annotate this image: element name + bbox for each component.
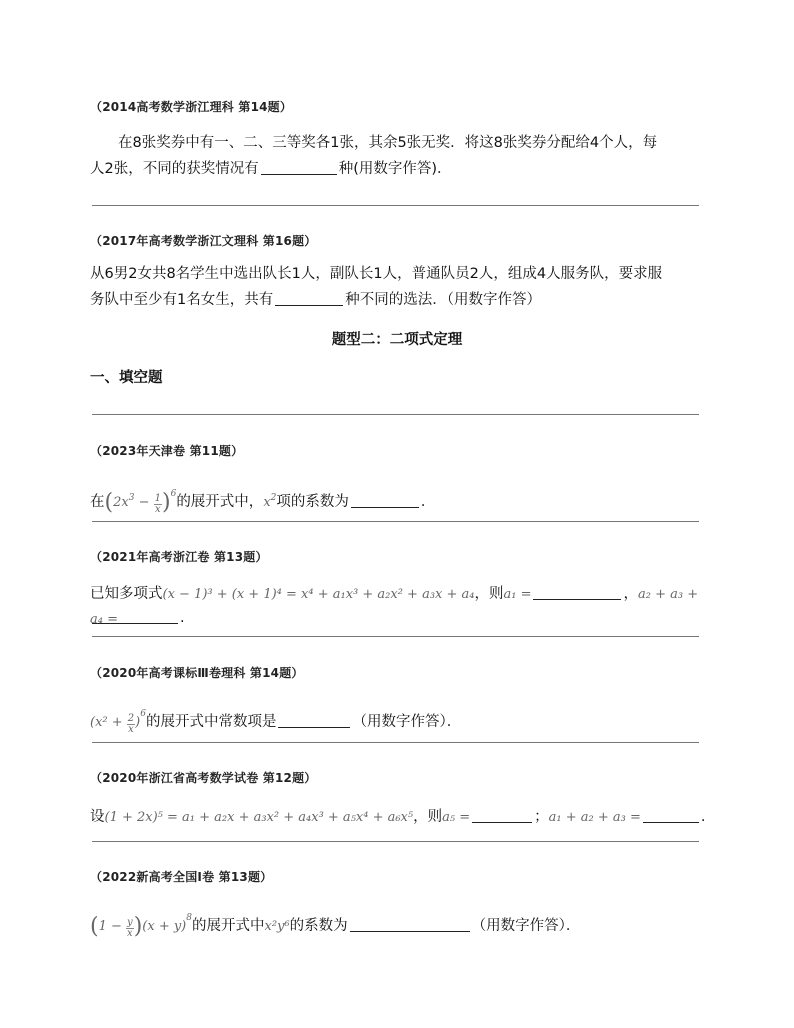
question-source: （2021年高考浙江卷 第13题） xyxy=(90,550,268,564)
answer-blank[interactable] xyxy=(275,291,343,306)
question-source: （2020年浙江省高考数学试卷 第12题） xyxy=(90,771,317,785)
answer-blank[interactable] xyxy=(92,609,178,624)
question-line: 在8张奖券中有一、二、三等奖各1张，其余5张无奖．将这8张奖券分配给4个人，每 xyxy=(118,135,658,151)
answer-blank[interactable] xyxy=(350,917,470,932)
question-text: (x² + $\frac{2}{x}$ )$^6$的展开式中常数项是 （用数字作答）． xyxy=(90,709,462,735)
question-source: （2017年高考数学浙江文理科 第16题） xyxy=(90,234,317,248)
question-source: （2014高考数学浙江理科 第14题） xyxy=(90,100,293,114)
question-text: 在($2x^3$ − $\frac{1}{x}$ )$^6$的展开式中，$x^2$项的系数为 ． xyxy=(90,489,436,515)
answer-blank[interactable] xyxy=(643,808,699,823)
divider xyxy=(92,841,699,842)
fraction: $\frac{2}{x}$ xyxy=(127,713,135,735)
fraction: $\frac{y}{x}$ xyxy=(127,917,133,939)
fraction: $\frac{1}{x}$ xyxy=(154,493,161,515)
question-text: . xyxy=(90,606,705,630)
divider xyxy=(92,521,699,522)
section-title: 题型二：二项式定理 xyxy=(331,332,463,348)
question-text: 务队中至少有1名女生，共有 种不同的选法．（用数字作答） xyxy=(90,292,541,308)
answer-blank[interactable] xyxy=(351,493,419,508)
answer-blank[interactable] xyxy=(472,808,532,823)
question-text: (1 − $\frac{y}{x}$ )$(x + y)^8$的展开式中x²y⁶的系数为 （用数字作答）． xyxy=(90,913,581,939)
question-text xyxy=(118,131,708,155)
question-text: 已知多项式(x − 1)³ + (x + 1)⁴ = x⁴ + a₁x³ + a₂x² + a₃x + a₄，则a₁ = ，a₂ + a₃ + a₄ = xyxy=(90,586,699,627)
question-text: 设(1 + 2x)⁵ = a₁ + a₂x + a₃x² + a₄x³ + a₅x⁴ + a₆x⁵，则a₅ = ；a₁ + a₂ + a₃ = . xyxy=(90,809,706,825)
divider xyxy=(92,205,699,206)
divider xyxy=(92,742,699,743)
question-text: 从6男2女共8名学生中选出队长1人，副队长1人，普通队员2人，组成4人服务队，要求服 xyxy=(90,266,663,282)
question-source: （2022新高考全国I卷 第13题） xyxy=(90,870,273,884)
question-source: （2020年高考课标Ⅲ卷理科 第14题） xyxy=(90,666,304,680)
question-source: （2023年天津卷 第11题） xyxy=(90,444,244,458)
question-text: 人2张，不同的获奖情况有 种(用数字作答)． xyxy=(90,161,452,177)
answer-blank[interactable] xyxy=(533,585,621,600)
divider xyxy=(92,636,699,637)
answer-blank[interactable] xyxy=(261,160,337,175)
answer-blank[interactable] xyxy=(278,713,350,728)
divider xyxy=(92,414,699,415)
section-subtitle: 一、填空题 xyxy=(90,370,163,386)
